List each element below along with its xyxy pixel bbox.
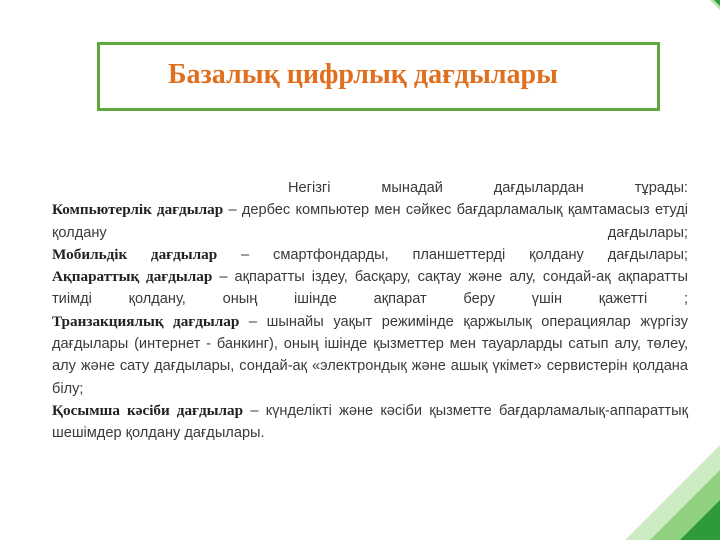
skills-text-block [52,177,688,445]
skill-description: – шынайы уақыт режимінде қаржылық операциялар жүргізу дағдылары (интернет - банкинг), оның ішінде қызметтер мен тауарларды сатып алу, төлеу, алу және сату дағдылары, сондай-ақ «электрондық және ашық үкімет» сервистерін қолдана білу; [52,313,688,397]
skill-term: Ақпараттық дағдылар [52,268,213,286]
corner-triangle-inner [714,0,720,6]
skill-item-computer [52,199,688,244]
skill-description: – смартфондарды, планшеттерді қолдану дағдылары; [217,246,688,263]
skill-item-mobile [52,244,688,266]
skill-item-professional [52,400,688,445]
skill-term: Компьютерлік дағдылар [52,201,224,219]
skill-item-information [52,266,688,311]
skill-term: Мобильдік дағдылар [52,245,218,263]
skill-description: – күнделікті және кәсіби қызметте бағдарламалық-аппараттық шешімдер қолдану дағдылары. [52,402,688,442]
slide-title: Базалық цифрлық дағдылары [168,59,558,90]
skill-term: Транзакциялық дағдылар [52,312,240,330]
skill-description: – дербес компьютер мен сәйкес бағдарламалық қамтамасыз етуді қолдану дағдылары; [52,202,688,241]
intro-text: Негізгі мынадай дағдылардан тұрады: [288,180,688,196]
skill-term: Қосымша кәсіби дағдылар [52,401,244,419]
title-box [97,42,660,111]
intro-line [52,177,688,199]
corner-triangle-dark [680,500,720,540]
skill-item-transaction [52,311,688,400]
skill-description: – ақпаратты іздеу, басқару, сақтау және алу, сондай-ақ ақпаратты тиімді қолдану, оның ішінде ақпарат беру үшін қажетті ; [52,269,688,308]
